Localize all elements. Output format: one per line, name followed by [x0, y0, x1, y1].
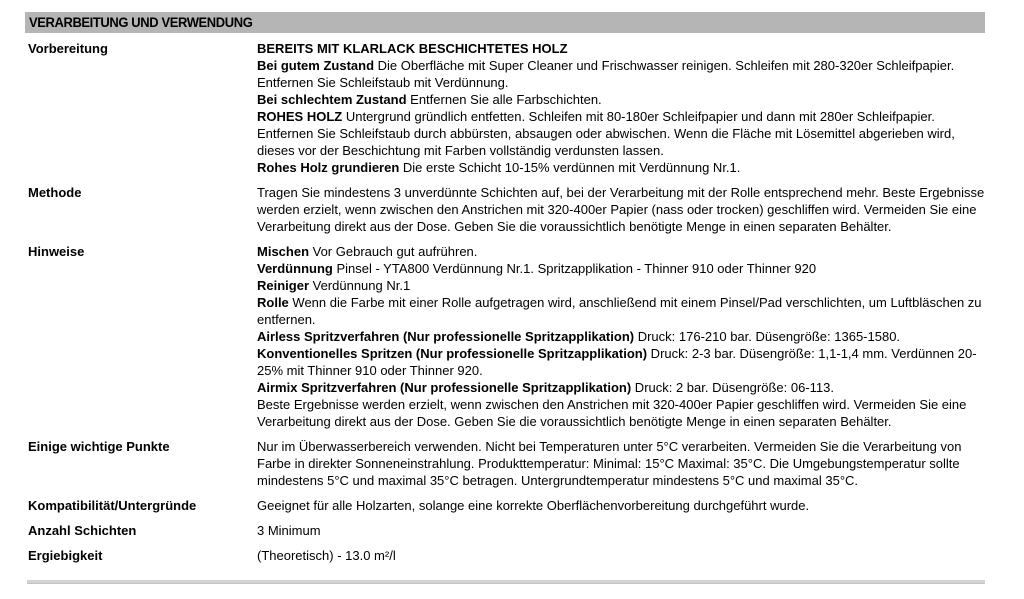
text-segment: Pinsel - YTA800 Verdünnung Nr.1. Spritzapplikation - Thinner 910 oder Thinner 920 [332, 261, 817, 276]
text-segment: Verdünnung [257, 261, 333, 276]
row-content [257, 438, 985, 489]
datasheet-row [25, 522, 985, 539]
row-content [257, 40, 985, 176]
paragraph [257, 497, 985, 514]
text-segment: Airless Spritzverfahren (Nur professionelle Spritzapplikation) [257, 329, 635, 344]
paragraph [257, 40, 985, 57]
paragraph [257, 379, 985, 396]
datasheet-row [25, 243, 985, 430]
text-segment: Wenn die Farbe mit einer Rolle aufgetragen wird, anschließend mit einem Pinsel/Pad verschlichten, um Luftbläschen zu entfernen. [257, 295, 982, 327]
paragraph [257, 345, 985, 379]
row-label: Hinweise [28, 244, 85, 259]
text-segment: Die erste Schicht 10-15% verdünnen mit Verdünnung Nr.1. [399, 160, 741, 175]
section-rows [25, 40, 985, 564]
row-label: Kompatibilität/Untergründe [28, 498, 197, 513]
text-segment: Airmix Spritzverfahren (Nur professionelle Spritzapplikation) [257, 380, 632, 395]
text-segment: ROHES HOLZ [257, 109, 343, 124]
datasheet-row [25, 184, 985, 235]
text-segment: Bei gutem Zustand [257, 58, 375, 73]
row-label: Vorbereitung [28, 41, 108, 56]
paragraph [257, 184, 985, 235]
section-bottom-divider [27, 580, 985, 584]
row-content [257, 497, 985, 514]
text-segment: Entfernen Sie alle Farbschichten. [406, 92, 602, 107]
text-segment: BEREITS MIT KLARLACK BESCHICHTETES HOLZ [257, 41, 568, 56]
text-segment: Tragen Sie mindestens 3 unverdünnte Schichten auf, bei der Verarbeitung mit der Rolle entsprechend mehr. Beste Ergebnisse werden erzielt, wenn zwischen den Anstrichen mit 320-400er Papier (nass oder trocken) geschliffen wird. Vermeiden Sie eine Verarbeitung direkt aus der Dose. Geben Sie die voraussichtlich benötigte Menge in einen separaten Behälter. [257, 185, 985, 234]
row-content [257, 547, 985, 564]
paragraph [257, 438, 985, 489]
paragraph [257, 260, 985, 277]
text-segment: Die Oberfläche mit Super Cleaner und Frischwasser reinigen. Schleifen mit 280-320er Schleifpapier. Entfernen Sie Schleifstaub mit Verdünnung. [257, 58, 955, 90]
text-segment: Untergrund gründlich entfetten. Schleifen mit 80-180er Schleifpapier und dann mit 280er Schleifpapier. Entfernen Sie Schleifstaub durch abbürsten, absaugen oder abwischen. Wenn die Fläche mit Lösemittel abgerieben wird, dieses vor der Beschichtung mit Farben vollständig verdunsten lassen. [257, 109, 955, 158]
text-segment: Vor Gebrauch gut aufrühren. [309, 244, 478, 259]
paragraph [257, 108, 985, 159]
text-segment: Druck: 2-3 bar. Düsengröße: 1,1-1,4 mm. Verdünnen 20-25% mit Thinner 910 oder Thinner 920. [257, 346, 977, 378]
row-label: Anzahl Schichten [28, 523, 137, 538]
paragraph [257, 277, 985, 294]
text-segment: Bei schlechtem Zustand [257, 92, 407, 107]
text-segment: Nur im Überwasserbereich verwenden. Nicht bei Temperaturen unter 5°C verarbeiten. Vermeiden Sie die Verarbeitung von Farbe in direkter Sonneneinstrahlung. Produkttemperatur: Minimal: 15°C Maximal: 35°C. Die Umgebungstemperatur sollte mindestens 5°C und maximal 35°C betragen. Untergrundtemperatur mindestens 5°C und maximal 35°C. [257, 439, 962, 488]
row-content [257, 243, 985, 430]
datasheet-row [25, 438, 985, 489]
paragraph [257, 396, 985, 430]
paragraph [257, 91, 985, 108]
text-segment: Verdünnung Nr.1 [309, 278, 411, 293]
text-segment: Geeignet für alle Holzarten, solange eine korrekte Oberflächenvorbereitung durchgeführt wurde. [257, 498, 810, 513]
datasheet-row [25, 40, 985, 176]
row-label: Methode [28, 185, 82, 200]
text-segment: Druck: 176-210 bar. Düsengröße: 1365-1580. [634, 329, 901, 344]
text-segment: Konventionelles Spritzen (Nur professionelle Spritzapplikation) [257, 346, 648, 361]
section-header [25, 12, 985, 33]
text-segment: Rolle [257, 295, 289, 310]
text-segment: (Theoretisch) - 13.0 m²/l [257, 548, 396, 563]
section-title: VERARBEITUNG UND VERWENDUNG [29, 15, 253, 30]
paragraph [257, 57, 985, 91]
text-segment: Mischen [257, 244, 310, 259]
paragraph [257, 522, 985, 539]
datasheet-row [25, 547, 985, 564]
paragraph [257, 294, 985, 328]
text-segment: Beste Ergebnisse werden erzielt, wenn zwischen den Anstrichen mit 320-400er Papier geschliffen wird. Vermeiden Sie eine Verarbeitung direkt aus der Dose. Geben Sie die voraussichtlich benötigte Menge in einen separaten Behälter. [257, 397, 967, 429]
paragraph [257, 547, 985, 564]
paragraph [257, 243, 985, 260]
text-segment: Druck: 2 bar. Düsengröße: 06-113. [631, 380, 834, 395]
datasheet-section [25, 12, 985, 584]
row-content [257, 522, 985, 539]
text-segment: 3 Minimum [257, 523, 321, 538]
text-segment: Rohes Holz grundieren [257, 160, 400, 175]
paragraph [257, 328, 985, 345]
row-label: Ergiebigkeit [28, 548, 103, 563]
row-label: Einige wichtige Punkte [28, 439, 170, 454]
datasheet-row [25, 497, 985, 514]
paragraph [257, 159, 985, 176]
row-content [257, 184, 985, 235]
text-segment: Reiniger [257, 278, 310, 293]
